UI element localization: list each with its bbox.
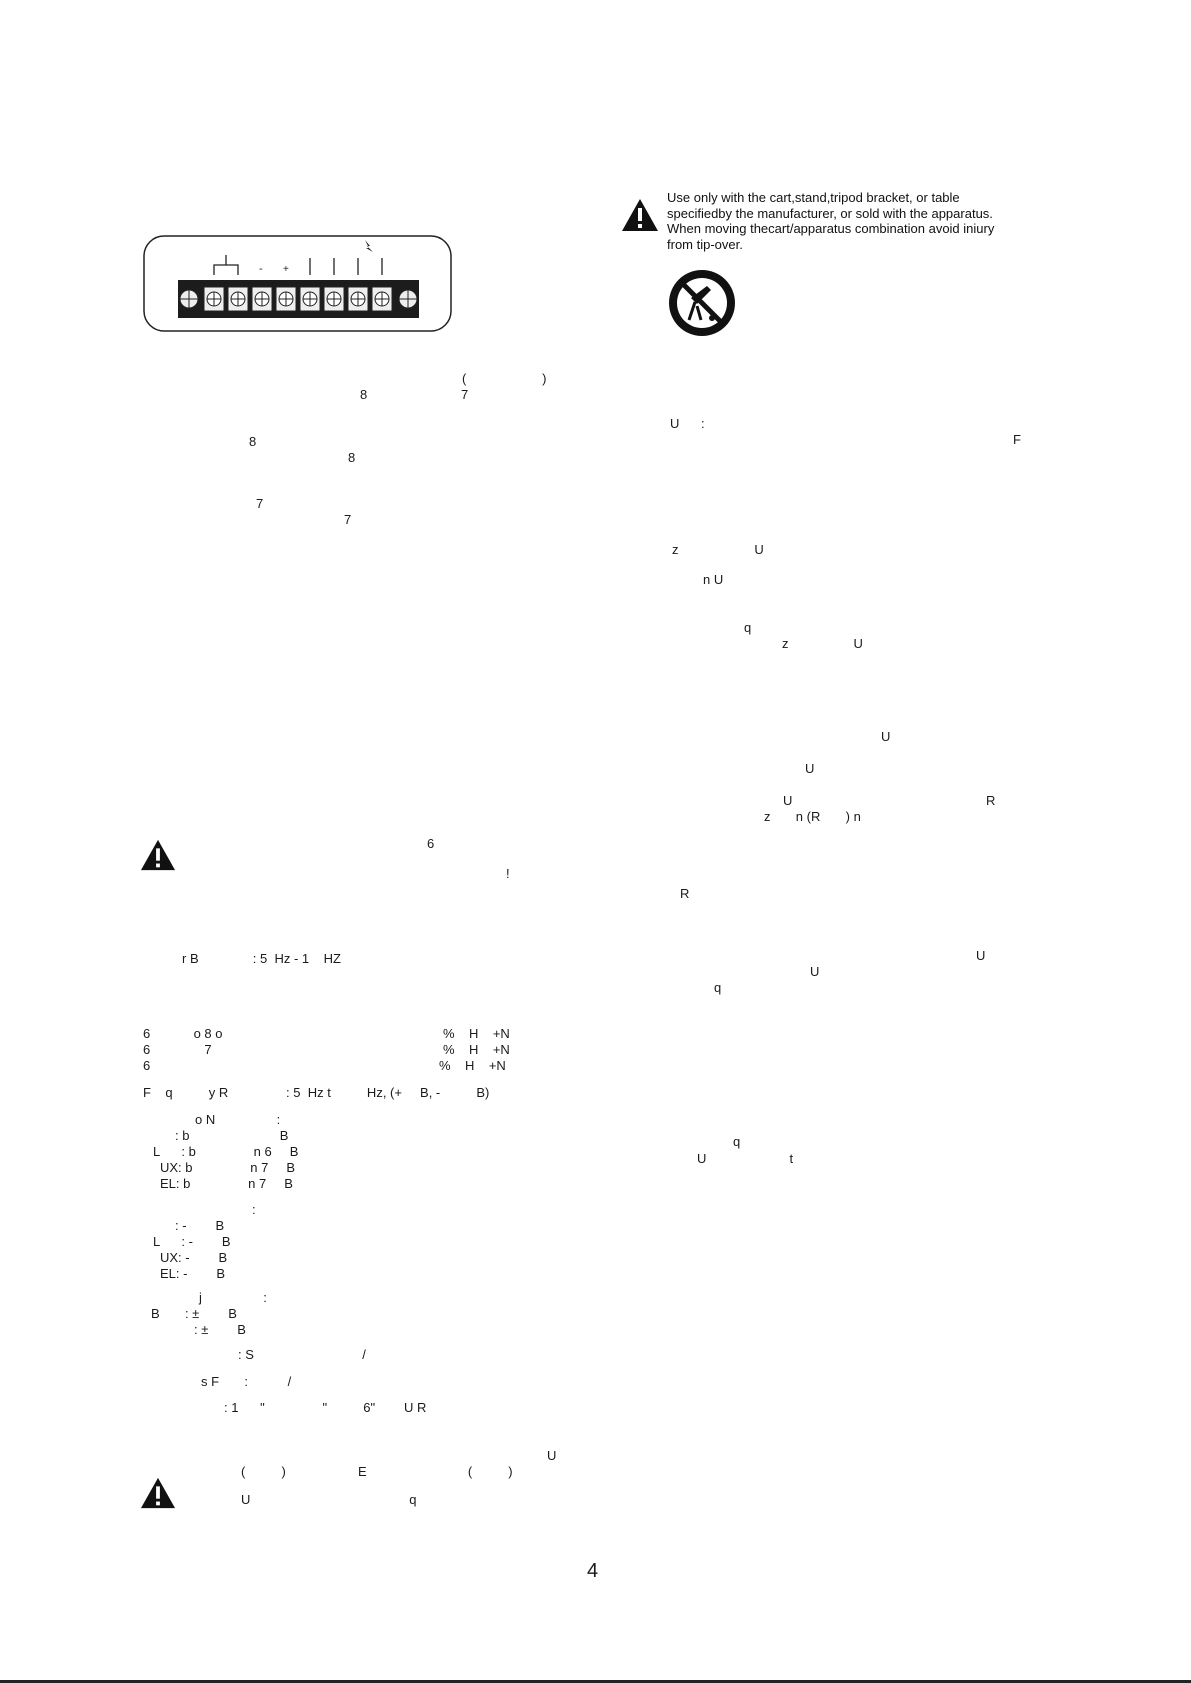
text-fragment: F — [1013, 432, 1021, 447]
terminal-screw-icon — [276, 287, 296, 311]
cart-warning-text — [667, 190, 1054, 252]
spec-line: s F : / — [201, 1374, 292, 1389]
text-fragment: 8 — [360, 387, 368, 402]
text-fragment: U — [810, 964, 820, 979]
warning-line: When moving thecart/apparatus combination avoid iniury — [667, 221, 995, 236]
text-fragment: q — [714, 980, 722, 995]
spec-line: UX: - B — [160, 1250, 228, 1265]
text-fragment: U t — [697, 1151, 794, 1166]
text-fragment: q — [733, 1134, 741, 1149]
text-fragment: n U — [703, 572, 724, 587]
spec-line: % H +N — [439, 1058, 506, 1073]
text-fragment: U — [547, 1448, 557, 1463]
spec-line: : - B — [175, 1218, 225, 1233]
text-fragment: z U — [782, 636, 863, 651]
spec-line: : b B — [175, 1128, 289, 1143]
cart-tip-over-icon — [667, 268, 737, 338]
text-fragment: q — [744, 620, 752, 635]
spec-line: 6 — [143, 1058, 151, 1073]
warning-triangle-icon — [621, 198, 659, 232]
terminal-screw-icon — [252, 287, 272, 311]
text-fragment: R — [986, 793, 996, 808]
spec-line: : ± B — [194, 1322, 246, 1337]
text-fragment: ! — [506, 866, 510, 881]
mounting-screw-icon — [399, 290, 417, 308]
text-fragment: U — [976, 948, 986, 963]
spec-line: B : ± B — [151, 1306, 237, 1321]
spec-line: o N : — [195, 1112, 281, 1127]
spec-line: UX: b n 7 B — [160, 1160, 296, 1175]
warning-line: Use only with the cart,stand,tripod bracket, or table — [667, 190, 960, 205]
text-fragment: z n (R ) n — [764, 809, 861, 824]
text-fragment: U : — [670, 416, 705, 431]
mounting-screw-icon — [180, 290, 198, 308]
warning-line: from tip-over. — [667, 236, 743, 252]
spec-line: j : — [199, 1290, 267, 1305]
page-number: 4 — [587, 1560, 599, 1582]
spec-line: EL: - B — [160, 1266, 226, 1281]
spec-line: : 1 " " 6" U R — [224, 1400, 427, 1415]
warning-triangle-icon — [140, 838, 176, 872]
text-fragment: U — [783, 793, 793, 808]
text-fragment: U — [881, 729, 891, 744]
spec-line: L : - B — [153, 1234, 231, 1249]
spec-line: F q y R : 5 Hz t Hz, (+ B, - B) — [143, 1085, 490, 1100]
terminal-minus-mark: - — [259, 263, 263, 275]
text-fragment: ( ) E ( ) — [241, 1464, 513, 1479]
terminal-screw-icon — [300, 287, 320, 311]
spec-line: % H +N — [443, 1042, 510, 1057]
warning-line: specifiedby the manufacturer, or sold with the apparatus. — [667, 205, 993, 221]
text-fragment: 7 — [256, 496, 264, 511]
spec-line: 6 o 8 o — [143, 1026, 223, 1041]
terminal-screw-icon — [324, 287, 344, 311]
text-fragment: 8 — [249, 434, 257, 449]
terminal-screw-icon — [204, 287, 224, 311]
text-fragment: 7 — [461, 387, 469, 402]
terminal-screw-icon — [348, 287, 368, 311]
warning-triangle-icon — [140, 1476, 176, 1510]
terminal-block-diagram — [140, 230, 460, 335]
spec-line: % H +N — [443, 1026, 510, 1041]
terminal-screw-icon — [372, 287, 392, 311]
spec-line: EL: b n 7 B — [160, 1176, 293, 1191]
text-fragment: 6 — [427, 836, 435, 851]
spec-line: : — [252, 1202, 256, 1217]
spec-line: : S / — [238, 1347, 366, 1362]
text-fragment: 8 — [348, 450, 356, 465]
terminal-screw-icon — [228, 287, 248, 311]
text-fragment: z U — [672, 542, 764, 557]
text-fragment: R — [680, 886, 690, 901]
text-fragment: U q — [241, 1492, 417, 1507]
text-fragment: 7 — [344, 512, 352, 527]
text-fragment: U — [805, 761, 815, 776]
text-fragment: r B : 5 Hz - 1 HZ — [182, 951, 341, 966]
spec-line: 6 7 — [143, 1042, 212, 1057]
spec-line: L : b n 6 B — [153, 1144, 299, 1159]
terminal-plus-mark: + — [283, 264, 289, 275]
text-fragment: ( ) — [462, 371, 547, 386]
